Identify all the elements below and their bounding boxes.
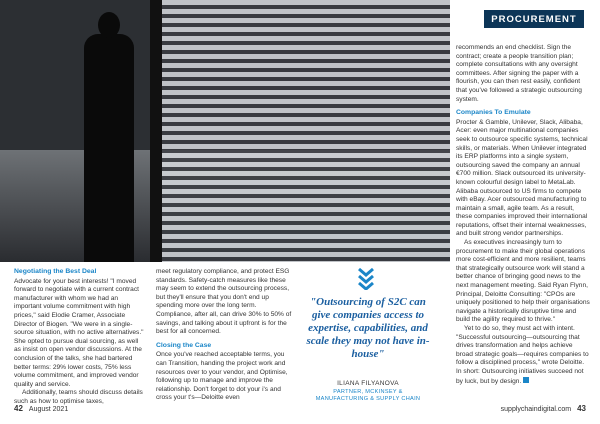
section-tab: PROCUREMENT [484,10,584,28]
paragraph: meet regulatory compliance, and protect ESG standards. Safety-catch measures like these may seem to extend the outsourcing process, but they'll ensure that you don't end up spending more over the long term. Compliance, after all, can drive 30% to 50% of savings, and talking about it upfront is for the best for all concerned. [156,268,292,336]
paragraph [456,325,590,386]
chevron-down-icon [356,266,376,290]
photo-window-blinds [158,0,450,262]
subhead-negotiating: Negotiating the Best Deal [14,268,97,275]
column-1 [14,268,146,407]
subhead-closing: Closing the Case [156,341,212,349]
photo-window-frame [150,0,162,262]
paragraph: Procter & Gamble, Unilever, Slack, Alibaba, Acer: even major multinational companies seek to outsource specific systems, technical skills, or materials. When Unilever integrated its ERP platforms into a single system, outsourcing saved the company an annual €700 million. Slack outsourced its university-known colourful design label to MetaLab. Alibaba outsourced to US firms to compete with eBay. Acer outsourced manufacturing to maintain a small, agile team. As a result, these companies improved their international reputations, offset their internal weaknesses, and built strong vendor partnerships. [456,118,588,238]
site-name: supplychaindigital.com [500,406,572,413]
photo-man-silhouette [84,34,134,262]
issue-date: August 2021 [28,406,69,413]
footer-right [501,404,586,413]
page-number-left: 42 [14,404,23,413]
subhead-companies: Companies To Emulate [456,109,531,117]
photo-man-head [98,12,120,38]
paragraph: As executives increasingly turn to procurement to make their global operations more cost-efficient and more resilient, teams that strategically outsource work will stand a better chance of bringing good news to the next management meeting. Said Ryan Flynn, Principal, Deloitte Consulting: "CPOs are uniquely positioned to help their organisations navigate a historically disruptive time and build the agility required to thrive." [456,239,590,324]
quote-author-title-line2: MANUFACTURING & SUPPLY CHAIN [315,396,421,402]
footer-left [14,404,68,413]
paragraph-text: Yet to do so, they must act with intent. "Successful outsourcing—outsourcing that drives transformation and helps achieve broad strategic goals—requires companies to follow a disciplined process," wrote Deloitte. In short: Outsourcing initiatives succeed not by luck, but by design. [456,325,589,385]
column-2 [156,268,292,403]
pull-quote: "Outsourcing of S2C can give companies access to expertise, capabilities, and scale they may not have in-house" [306,296,430,360]
column-3 [456,44,590,386]
quote-author-title-line1: PARTNER, MCKINSEY & [333,389,403,395]
hero-photo [0,0,450,262]
paragraph: Additionally, teams should discuss details such as how to optimise taxes, [14,389,143,405]
paragraph: Once you've reached acceptable terms, you can Transition, handing the project work and resources over to your vendor, and Optimise, following up to manage and improve the relationship. Don't forget to dot your i's and cross your t's—Deloitte even [156,351,288,402]
quote-author-title [300,389,436,403]
end-mark-icon [523,377,529,383]
paragraph: Advocate for your best interests! "I moved forward to negotiate with a current contract manufacturer with whom we had an important volume commitment with high prices," said Elodie Cramer, Associate Director of Biogen. "We were in a single-source situation, with no active alternatives." She opted to pursue dual sourcing, as well as insist on open vendor discussions. At the conclusion of the talks, she had bartered better terms: 29% lower costs, 75% less volume commitment, and improved vendor quality and service. [14,277,144,388]
quote-author: ILIANA FILYANOVA [337,380,399,387]
paragraph: recommends an end checklist. Sign the contract; create a people transition plan; complete consultations with any oversight committees. After signing the paper with a flourish, you can then rest easily, confident that you've followed a strategic outsourcing system. [456,44,582,103]
page-number-right: 43 [577,404,586,413]
